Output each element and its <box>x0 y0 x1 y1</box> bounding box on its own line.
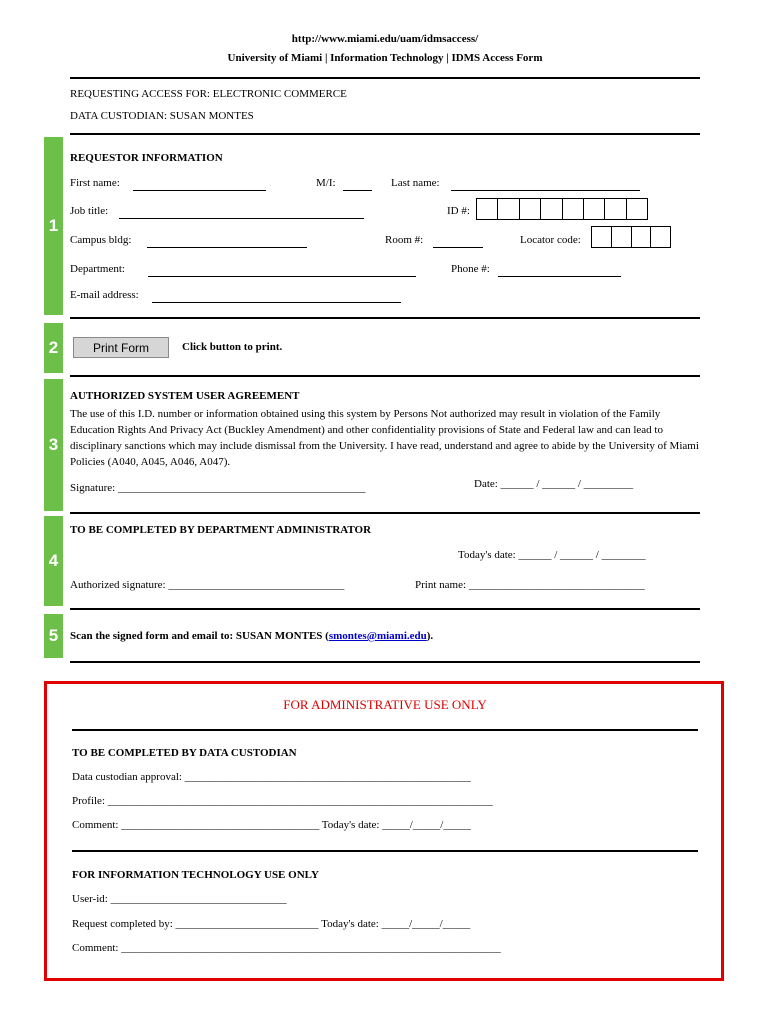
divider <box>72 850 698 852</box>
department-field[interactable] <box>148 276 416 277</box>
it-heading: FOR INFORMATION TECHNOLOGY USE ONLY <box>72 869 319 881</box>
dc-approval-field[interactable]: Data custodian approval: ____________________________________________________ <box>72 771 471 783</box>
divider <box>70 661 700 663</box>
request-completed-field[interactable]: Request completed by: __________________________ Today's date: _____/_____/_____ <box>72 918 471 930</box>
divider <box>72 729 698 731</box>
admin-todays-date[interactable]: Today's date: ______ / ______ / ________ <box>458 549 646 561</box>
it-comment-field[interactable]: Comment: _____________________________________________________________________ <box>72 942 501 954</box>
locator-field[interactable] <box>591 226 671 248</box>
scan-instructions <box>70 630 433 642</box>
admin-box <box>44 681 724 981</box>
admin-title: FOR ADMINISTRATIVE USE ONLY <box>283 697 487 712</box>
room-field[interactable] <box>433 247 483 248</box>
first-name-field[interactable] <box>133 190 266 191</box>
last-name-field[interactable] <box>451 190 640 191</box>
step-marker-4: 4 <box>44 516 63 606</box>
divider <box>70 133 700 135</box>
first-name-label: First name: <box>70 177 120 189</box>
signature-field[interactable]: Signature: _____________________________________________ <box>70 482 366 494</box>
requestor-heading: REQUESTOR INFORMATION <box>70 152 223 164</box>
userid-field[interactable]: User-id: ________________________________ <box>72 893 287 905</box>
email-label: E-mail address: <box>70 289 139 301</box>
email-link[interactable]: smontes@miami.edu <box>328 630 427 642</box>
step-marker-1: 1 <box>44 137 63 315</box>
agreement-heading: AUTHORIZED SYSTEM USER AGREEMENT <box>70 390 300 402</box>
scan-text-end: ). <box>426 630 434 642</box>
campus-bldg-field[interactable] <box>147 247 307 248</box>
phone-field[interactable] <box>498 276 621 277</box>
id-label: ID #: <box>447 205 470 217</box>
campus-bldg-label: Campus bldg: <box>70 234 132 246</box>
divider <box>70 317 700 319</box>
phone-label: Phone #: <box>451 263 490 275</box>
job-title-field[interactable] <box>119 218 364 219</box>
requesting-access: REQUESTING ACCESS FOR: ELECTRONIC COMMERCE <box>70 88 347 100</box>
signature-date-field[interactable]: Date: ______ / ______ / _________ <box>474 478 634 490</box>
mi-field[interactable] <box>343 190 372 191</box>
email-field[interactable] <box>152 302 401 303</box>
dc-heading: TO BE COMPLETED BY DATA CUSTODIAN <box>72 747 297 759</box>
scan-text: Scan the signed form and email to: SUSAN MONTES ( <box>70 630 329 642</box>
step-marker-5: 5 <box>44 614 63 658</box>
step-marker-2: 2 <box>44 323 63 373</box>
locator-label: Locator code: <box>520 234 581 246</box>
form-url: http://www.miami.edu/uam/idmsaccess/ <box>291 33 479 45</box>
print-hint: Click button to print. <box>182 341 283 353</box>
divider <box>70 77 700 79</box>
step-marker-3: 3 <box>44 379 63 511</box>
last-name-label: Last name: <box>391 177 440 189</box>
dept-admin-heading: TO BE COMPLETED BY DEPARTMENT ADMINISTRATOR <box>70 524 372 536</box>
print-name[interactable]: Print name: ________________________________ <box>415 579 645 591</box>
divider <box>70 375 700 377</box>
mi-label: M/I: <box>316 177 336 189</box>
department-label: Department: <box>70 263 125 275</box>
divider <box>70 608 700 610</box>
id-field[interactable] <box>476 198 648 220</box>
room-label: Room #: <box>385 234 424 246</box>
form-title: University of Miami | Information Technology | IDMS Access Form <box>227 52 543 64</box>
print-form-button[interactable]: Print Form <box>73 337 169 358</box>
divider <box>70 512 700 514</box>
profile-field[interactable]: Profile: ______________________________________________________________________ <box>72 795 493 807</box>
job-title-label: Job title: <box>70 205 109 217</box>
authorized-signature[interactable]: Authorized signature: ________________________________ <box>70 579 345 591</box>
dc-comment-field[interactable]: Comment: ____________________________________ Today's date: _____/_____/_____ <box>72 819 471 831</box>
agreement-text: The use of this I.D. number or information obtained using this system by Persons Not authorized may result in violation of the Family Education Rights And Privacy Act (Buckley Amendment) and other confidentiality provisions of State and Federal law and can lead to disciplinary sanctions which may include dismissal from the University. I have read, understand and agree to abide by the University of Miami Policies (A040, A045, A046, A047). <box>70 408 699 468</box>
data-custodian: DATA CUSTODIAN: SUSAN MONTES <box>70 110 254 122</box>
